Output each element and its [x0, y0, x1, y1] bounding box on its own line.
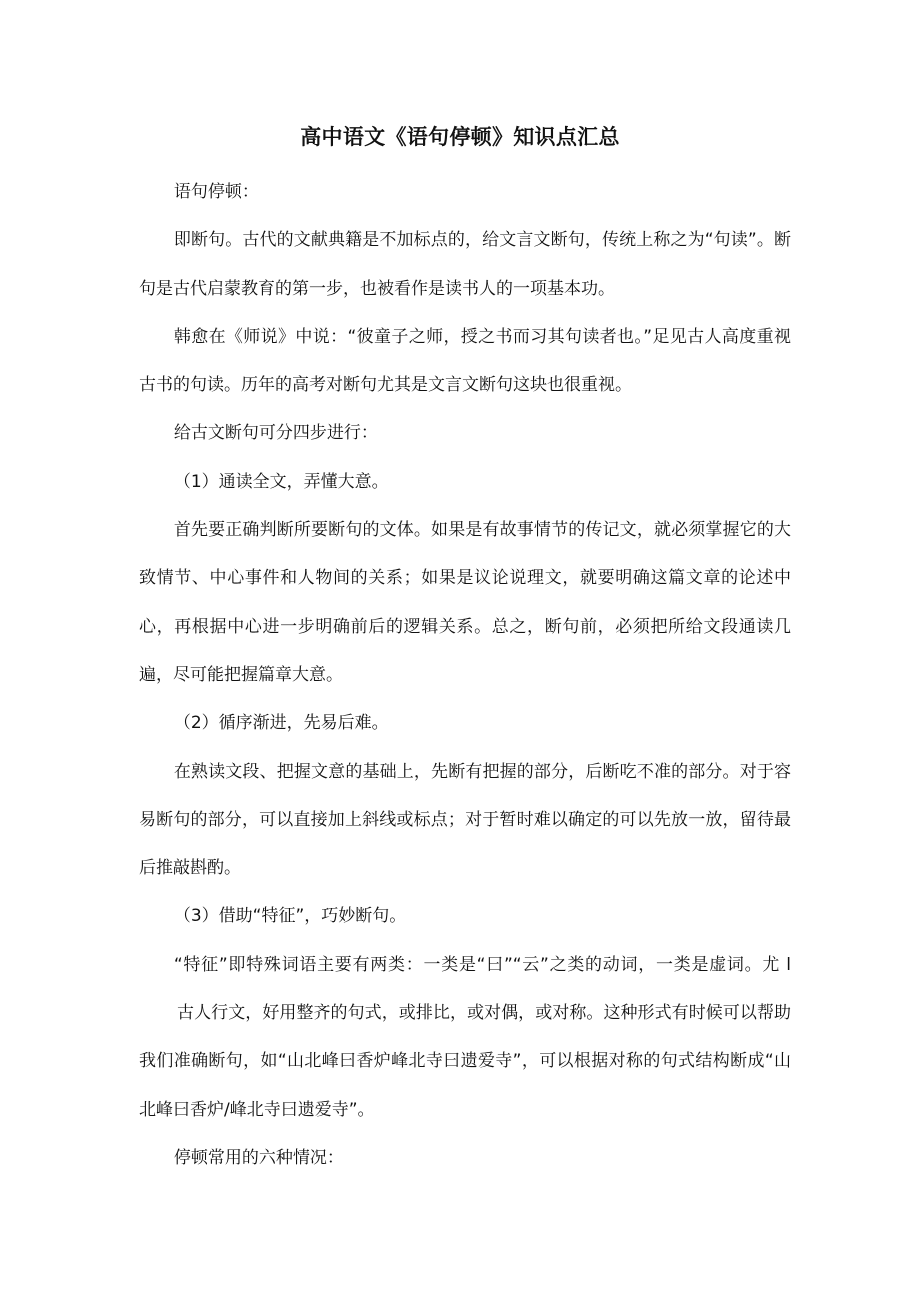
paragraph-step-3-detail-part-1: “特征”即特殊词语主要有两类：一类是“曰”“云”之类的动词，一类是虚词。尤 l: [173, 954, 791, 975]
paragraph-definition: 即断句。古代的文献典籍是不加标点的，给文言文断句，传统上称之为“句读”。断句是古代启蒙教育的第一步，也被看作是读书人的一项基本功。: [139, 230, 791, 299]
paragraph-step-3-detail-part-2: 古人行文，好用整齐的句式，或排比，或对偶，或对称。这种形式有时候可以帮助我们准确断句，如“山北峰曰香炉峰北寺曰遗爱寺”，可以根据对称的句式结构断成“山北峰曰香炉/峰北寺曰遗爱寺”。: [139, 1003, 791, 1120]
paragraph-step-2-detail: 在熟读文段、把握文意的基础上，先断有把握的部分，后断吃不准的部分。对于容易断句的部分，可以直接加上斜线或标点；对于暂时难以确定的可以先放一放，留待最后推敲斟酌。: [139, 761, 791, 879]
page-title: 高中语文《语句停顿》知识点汇总: [300, 125, 620, 149]
paragraph-han-yu-quote: 韩愈在《师说》中说：“彼童子之师，授之书而习其句读者也。”足见古人高度重视古书的句读。历年的高考对断句尤其是文言文断句这块也很重视。: [139, 326, 791, 396]
paragraph-six-cases: 停顿常用的六种情况：: [173, 1147, 344, 1168]
paragraph-step-2: （2）循序渐进，先易后难。: [173, 713, 389, 734]
body-text: [139, 168, 791, 1182]
paragraph-heading-pause: 语句停顿：: [173, 182, 259, 202]
paragraph-four-steps: 给古文断句可分四步进行：: [173, 423, 378, 444]
paragraph-step-1: （1）通读全文，弄懂大意。: [173, 471, 389, 492]
paragraph-step-3: （3）借助“特征”，巧妙断句。: [173, 906, 407, 927]
paragraph-step-3-detail: [139, 941, 791, 1134]
paragraph-step-1-detail: 首先要正确判断所要断句的文体。如果是有故事情节的传记文，就必须掌握它的大致情节、中心事件和人物间的关系；如果是议论说理文，就要明确这篇文章的论述中心，再根据中心进一步明确前后的逻辑关系。总之，断句前，必须把所给文段通读几遍，尽可能把握篇章大意。: [139, 520, 791, 685]
